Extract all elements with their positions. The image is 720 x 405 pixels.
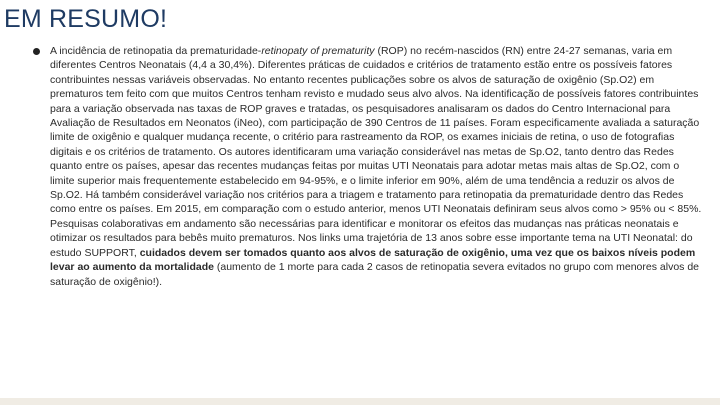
paragraph-outro: (aumento de 1 morte para cada 2 casos de retinopatia severa evitados no grupo com menores alvos de saturação de oxigênio!). bbox=[50, 261, 699, 288]
paragraph-term-italic: retinopaty of prematurity bbox=[261, 45, 375, 57]
paragraph-bold-warning: cuidados devem ser tomados quanto aos alvos de saturação de oxigênio, uma vez que os baixos níveis podem levar ao aumento da mortalidade bbox=[50, 246, 696, 274]
summary-paragraph bbox=[50, 44, 702, 289]
bottom-band bbox=[0, 398, 720, 405]
paragraph-middle: (ROP) no recém-nascidos (RN) entre 24-27 semanas, varia em diferentes Centros Neonatais (4,4 a 30,4%). Diferentes práticas de cuidados e critérios de tratamento estão entre os possíveis fatores contribuintes nessas variáveis observadas. No entanto recentes publicações sobre os alvos de saturação de oxigênio (Sp.O2) em prematuros tem feito com que muitos Centros tenham revisto e mudado seus alvo alvos. Na identificação de possíveis fatores contribuintes para a variação observada nas taxas de ROP graves e tratadas, os pesquisadores analisaram os dados do Centro Internacional para Avaliação de Resultados em Neonatos (iNeo), com participação de 390 Centros de 11 países. Foram especificamente avaliada a saturação limite de oxigênio e qualquer mudança recente, o critério para rastreamento da ROP, os exames iniciais de retina, o uso de fotografias digitais e os critérios de tratamento. Os autores identificaram uma variação considerável nas metas de Sp.O2, tanto dentro das Redes quanto entre os países, apesar das recentes mudanças feitas por muitas UTI Neonatais para adotar metas mais altas de Sp.O2, com o limite superior mais frequentemente estabelecido em 94-95%, e o limite inferior em 90%, além de uma tendência a reduzir os alvos de Sp.O2. Há também considerável variação nos critérios para a triagem e tratamento para retinopatia da prematuridade dentro das Redes como entre os países. Em 2015, em comparação com o estudo anterior, menos UTI Neonatais definiram seus alvos como > 95% ou < 85%. Pesquisas colaborativas em andamento são necessárias para identificar e monitorar os efeitos das mudanças nas práticas neonatais e otimizar os resultados para bebês muito prematuros. Nos links uma trajetória de 13 anos sobre esse importante tema na UTI Neonatal: do estudo SUPPORT, bbox=[50, 45, 702, 259]
paragraph-intro: A incidência de retinopatia da prematuridade- bbox=[50, 45, 262, 57]
slide-title: EM RESUMO! bbox=[4, 5, 168, 33]
bullet-dot-icon bbox=[33, 48, 40, 55]
